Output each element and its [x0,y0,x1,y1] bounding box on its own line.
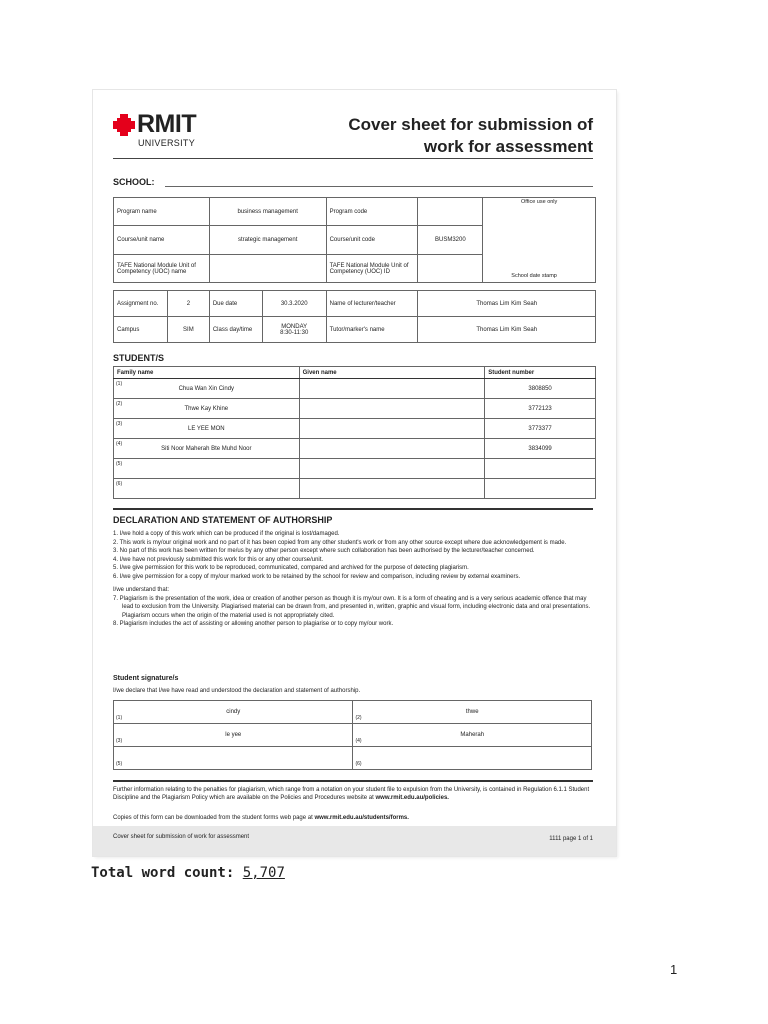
class-day: MONDAY [281,323,308,330]
student-number-cell: 3773377 [485,419,596,439]
logo-sub: UNIVERSITY [138,138,196,148]
given-name-cell [299,439,485,459]
row-number: (4) [116,441,123,447]
table-row [114,379,596,399]
declaration-item: 5. I/we give permission for this work to be reproduced, communicated, compared and archived for the purpose of detecting plagiarism. [113,565,469,571]
declaration-item: 2. This work is my/our original work and no part of it has been copied from any other student's work or from any other source except where due acknowledgement is made. [113,539,567,546]
tafe-id-label: TAFE National Module Unit of Competency (UOC) ID [326,255,418,283]
tafe-id-value [418,255,483,283]
school-date-stamp-label: School date stamp [511,273,557,279]
col-student-number: Student number [485,367,596,379]
class-time: 8:30-11:30 [280,329,309,336]
family-name-cell [114,479,300,499]
family-name-cell [114,459,300,479]
row-number: (2) [116,401,123,407]
table-row [114,419,596,439]
student-number-cell [485,479,596,499]
declaration-list [113,530,593,629]
forms-link[interactable]: www.rmit.edu.au/students/forms. [314,815,409,821]
word-count-value: 5,707 [242,865,285,881]
signature-text: le yee [225,732,242,738]
program-name-value: business management [209,198,326,226]
signature-row [114,724,592,747]
copies-info [113,815,409,821]
declaration-heading: DECLARATION AND STATEMENT OF AUTHORSHIP [113,515,333,525]
row-number: (3) [116,421,123,427]
signature-number: (1) [116,715,123,721]
signature-row [114,701,592,724]
signature-table [113,700,592,770]
col-family-name: Family name [114,367,300,379]
declaration-item: 8. Plagiarism includes the act of assisting or allowing another person to plagiarise or to copy my/our work. [113,621,394,627]
family-name-cell [114,419,300,439]
lecturer-value: Thomas Lim Kim Seah [418,291,596,317]
table-row [114,459,596,479]
tutor-value: Thomas Lim Kim Seah [418,317,596,343]
signature-text: thwe [465,709,479,715]
course-code-value: BUSM3200 [418,226,483,255]
table-row [114,439,596,459]
office-use-label: Office use only [521,199,558,205]
tafe-name-value [209,255,326,283]
further-info [113,786,593,802]
tafe-name-label: TAFE National Module Unit of Competency (UOC) name [114,255,210,283]
footer-band [93,826,616,856]
divider [113,780,593,782]
signature-number: (4) [355,738,362,744]
signature-row [114,747,592,770]
given-name-cell [299,379,485,399]
page-number: 1 [670,962,678,977]
declaration-item: 3. No part of this work has been written for me/us by any other person except where such collaboration has been authorised by the lecturer/teacher concerned. [113,548,535,554]
program-code-value [418,198,483,226]
school-label: SCHOOL: [113,177,155,187]
signature-text: cindy [226,709,241,715]
word-count-label: Total word count: [91,865,235,881]
signature-cell[interactable] [353,724,592,747]
assignment-table [113,290,596,343]
signature-text: Maherah [460,732,485,738]
copies-text: Copies of this form can be downloaded from the student forms web page at [113,815,313,821]
signature-number: (3) [116,738,123,744]
student-name: Siti Noor Maherah Bte Muhd Noor [161,445,252,452]
word-count [91,865,285,881]
course-name-label: Course/unit name [114,226,210,255]
student-number-cell: 3834099 [485,439,596,459]
lecturer-label: Name of lecturer/teacher [326,291,418,317]
signature-number: (6) [355,761,362,767]
footer-doc-title: Cover sheet for submission of work for assessment [113,834,250,840]
row-number: (5) [116,461,123,467]
class-value [262,317,326,343]
signature-cell[interactable] [114,724,353,747]
office-use-cell [483,198,596,283]
divider [113,508,593,510]
student-name: LE YEE MON [188,425,225,432]
signature-heading: Student signature/s [113,675,179,682]
course-name-value: strategic management [209,226,326,255]
tutor-label: Tutor/marker's name [326,317,418,343]
program-code-label: Program code [326,198,418,226]
student-number-cell: 3772123 [485,399,596,419]
signature-cell[interactable] [114,701,353,724]
declaration-item: 1. I/we hold a copy of this work which can be produced if the original is lost/damaged. [113,531,340,537]
signature-cell[interactable] [114,747,353,770]
given-name-cell [299,419,485,439]
family-name-cell [114,439,300,459]
program-name-label: Program name [114,198,210,226]
assignment-no-label: Assignment no. [114,291,168,317]
title-line-2: work for assessment [423,137,593,156]
table-row [114,479,596,499]
signature-cell[interactable] [353,701,592,724]
school-line [165,186,593,187]
table-row [114,399,596,419]
program-table [113,197,596,283]
given-name-cell [299,399,485,419]
footer-page: 1111 page 1 of 1 [549,836,593,842]
divider [113,158,593,159]
row-number: (6) [116,481,123,487]
declaration-item: 6. I/we give permission for a copy of my/our marked work to be retained by the school for review and comparison, including review by external examiners. [113,573,521,580]
students-table [113,366,596,499]
students-heading: STUDENT/S [113,353,165,363]
declaration-item: 7. Plagiarism is the presentation of the work, idea or creation of another person as though it is my/our own. It is a form of cheating and is a very serious academic offence that may lead to exclusion from the University. Plagiarised material can be drawn from, and presented in, written, graphic and visual form, including electronic data and oral presentations. Plagiarism occurs when the origin of the material used is not appropriately cited. [113,595,591,619]
declaration-item: 4. I/we have not previously submitted this work for this or any other course/unit. [113,556,324,563]
page-title [348,114,593,158]
signature-declare: I/we declare that I/we have read and understood the declaration and statement of authorship. [113,688,361,694]
student-number-cell [485,459,596,479]
title-line-1: Cover sheet for submission of [348,115,593,134]
col-given-name: Given name [299,367,485,379]
family-name-cell [114,379,300,399]
rmit-logo-icon [113,114,135,136]
signature-number: (5) [116,761,123,767]
understand-text: I/we understand that: [113,587,170,593]
further-text: Further information relating to the penalties for plagiarism, which range from a notation on your student file to expulsion from the University, is contained in Regulation 6.1.1 Student Discipline and the Plagiarism Policy which are available on the Policies and Procedures website at [113,787,590,801]
student-name: Chua Wan Xin Cindy [178,385,235,392]
logo-name: RMIT [137,110,197,138]
family-name-cell [114,399,300,419]
student-number-cell: 3808850 [485,379,596,399]
given-name-cell [299,479,485,499]
due-date-label: Due date [209,291,262,317]
cover-sheet-page [93,90,616,856]
signature-number: (2) [355,715,362,721]
class-label: Class day/time [209,317,262,343]
policies-link[interactable]: www.rmit.edu.au/policies. [375,795,449,801]
campus-value: SIM [167,317,209,343]
campus-label: Campus [114,317,168,343]
assignment-no-value: 2 [167,291,209,317]
given-name-cell [299,459,485,479]
course-code-label: Course/unit code [326,226,418,255]
student-name: Thwe Kay Khine [184,405,229,412]
row-number: (1) [116,381,123,387]
signature-cell[interactable] [353,747,592,770]
due-date-value: 30.3.2020 [262,291,326,317]
